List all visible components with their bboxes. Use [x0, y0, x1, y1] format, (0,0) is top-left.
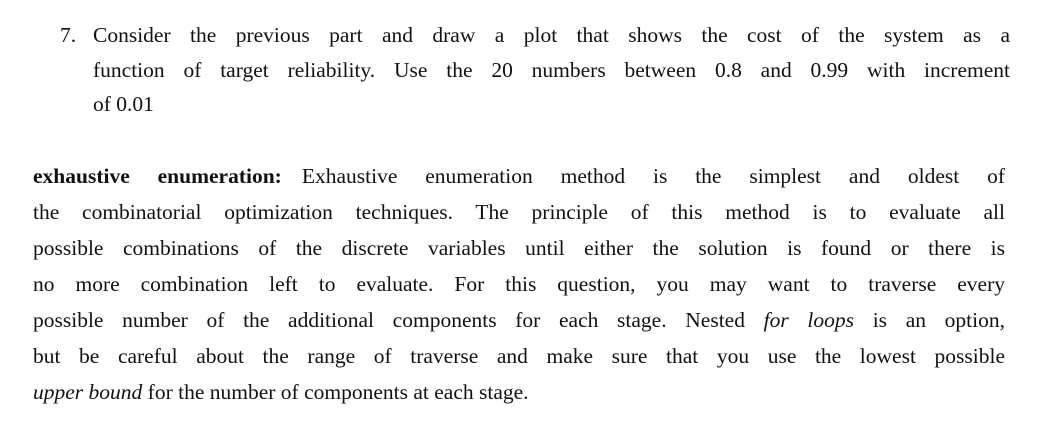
definition-line-4: no more combination left to evaluate. For this question, you may want to traverse every: [33, 272, 1005, 296]
definition-term: exhaustive enumeration:: [33, 164, 282, 188]
definition-line-5-after: is an option,: [854, 308, 1005, 332]
definition-line-5: [33, 302, 1005, 338]
question-item: [60, 18, 1010, 122]
for-loops-emphasis: for loops: [763, 308, 855, 332]
definition-line-7: [33, 374, 1005, 410]
question-line-1: Consider the previous part and draw a plot that shows the cost of the system as a: [93, 23, 1010, 47]
definition-line-6: but be careful about the range of traverse and make sure that you use the lowest possible: [33, 344, 1005, 368]
definition-line-1: [33, 158, 1005, 194]
definition-line-3: possible combinations of the discrete variables until either the solution is found or there is: [33, 236, 1005, 260]
definition-line-7-after: for the number of components at each stage.: [142, 380, 529, 404]
question-line-2: function of target reliability. Use the 20 numbers between 0.8 and 0.99 with increment: [93, 57, 1010, 82]
upper-bound-emphasis: upper bound: [33, 380, 143, 404]
question-line-3: of 0.01: [93, 92, 154, 116]
definition-line-2: the combinatorial optimization techniques. The principle of this method is to evaluate all: [33, 200, 1005, 224]
question-number: 7.: [60, 23, 77, 47]
definition-paragraph: [33, 158, 1005, 410]
definition-line-5-before: possible number of the additional components for each stage. Nested: [33, 308, 764, 332]
question-text: [93, 18, 1010, 122]
definition-line-1-text: Exhaustive enumeration method is the simplest and oldest of: [301, 164, 1005, 188]
